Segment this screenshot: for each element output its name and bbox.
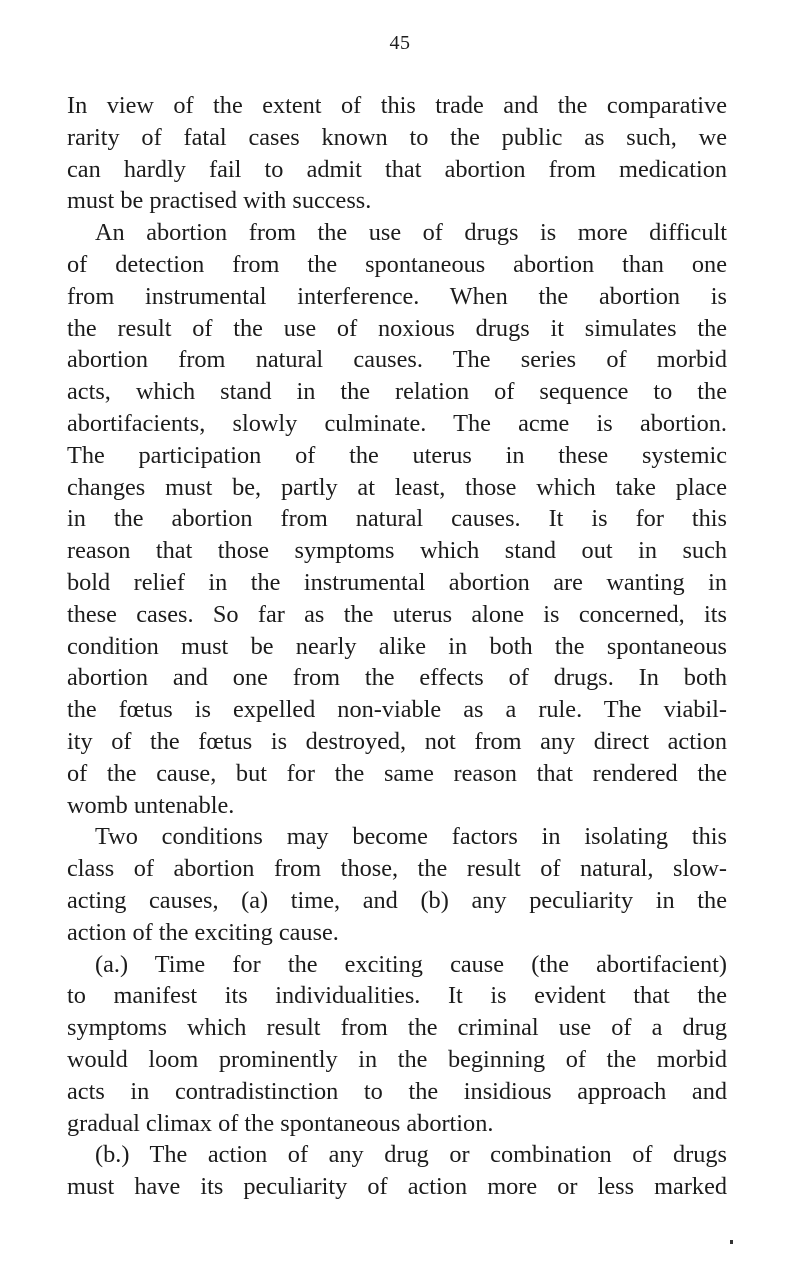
text-line: in the abortion from natural causes. It is for this xyxy=(67,505,727,533)
text-line: acts, which stand in the relation of sequence to the xyxy=(67,378,727,406)
text-line: must have its peculiarity of action more or less marked xyxy=(67,1173,727,1201)
text-line: (b.) The action of any drug or combination of drugs xyxy=(95,1141,727,1169)
text-line: of the cause, but for the same reason that rendered the xyxy=(67,759,727,787)
text-line: must be practised with success. xyxy=(67,187,372,215)
text-line: condition must be nearly alike in both the spontaneous xyxy=(67,632,727,660)
text-line: the result of the use of noxious drugs it simulates the xyxy=(67,314,727,342)
text-line: gradual climax of the spontaneous abortion. xyxy=(67,1109,494,1137)
text-line: The participation of the uterus in these systemic xyxy=(67,441,727,469)
text-line: abortion from natural causes. The series of morbid xyxy=(67,346,727,374)
text-line: reason that those symptoms which stand out in such xyxy=(67,537,727,565)
page-number: 45 xyxy=(389,32,411,54)
text-line: changes must be, partly at least, those which take place xyxy=(67,473,727,501)
text-line: to manifest its individualities. It is evident that the xyxy=(67,982,727,1010)
text-line: these cases. So far as the uterus alone is concerned, its xyxy=(67,600,727,628)
body-text xyxy=(67,90,727,1203)
text-line: abortifacients, slowly culminate. The acme is abortion. xyxy=(67,409,727,437)
text-line: In view of the extent of this trade and the comparative xyxy=(67,92,727,119)
text-line: would loom prominently in the beginning of the morbid xyxy=(67,1045,727,1073)
text-line: action of the exciting cause. xyxy=(67,918,339,946)
text-line: rarity of fatal cases known to the public as such, we xyxy=(67,123,727,151)
text-line: symptoms which result from the criminal use of a drug xyxy=(67,1014,727,1042)
text-line: can hardly fail to admit that abortion from medication xyxy=(67,155,727,183)
ink-speck xyxy=(730,1240,733,1244)
text-line: An abortion from the use of drugs is more difficult xyxy=(95,219,727,247)
text-line: womb untenable. xyxy=(67,791,235,819)
text-line: from instrumental interference. When the abortion is xyxy=(67,282,727,310)
text-line: acting causes, (a) time, and (b) any peculiarity in the xyxy=(67,886,727,914)
text-line: (a.) Time for the exciting cause (the abortifacient) xyxy=(95,950,727,978)
text-line: the fœtus is expelled non-viable as a rule. The viabil- xyxy=(67,696,727,724)
text-line: ity of the fœtus is destroyed, not from any direct action xyxy=(67,727,727,755)
text-line: of detection from the spontaneous abortion than one xyxy=(67,250,727,278)
text-line: class of abortion from those, the result of natural, slow- xyxy=(67,855,727,883)
text-line: Two conditions may become factors in isolating this xyxy=(95,823,727,851)
text-line: abortion and one from the effects of drugs. In both xyxy=(67,664,727,692)
text-line: bold relief in the instrumental abortion are wanting in xyxy=(67,568,727,596)
text-line: acts in contradistinction to the insidious approach and xyxy=(67,1077,727,1105)
